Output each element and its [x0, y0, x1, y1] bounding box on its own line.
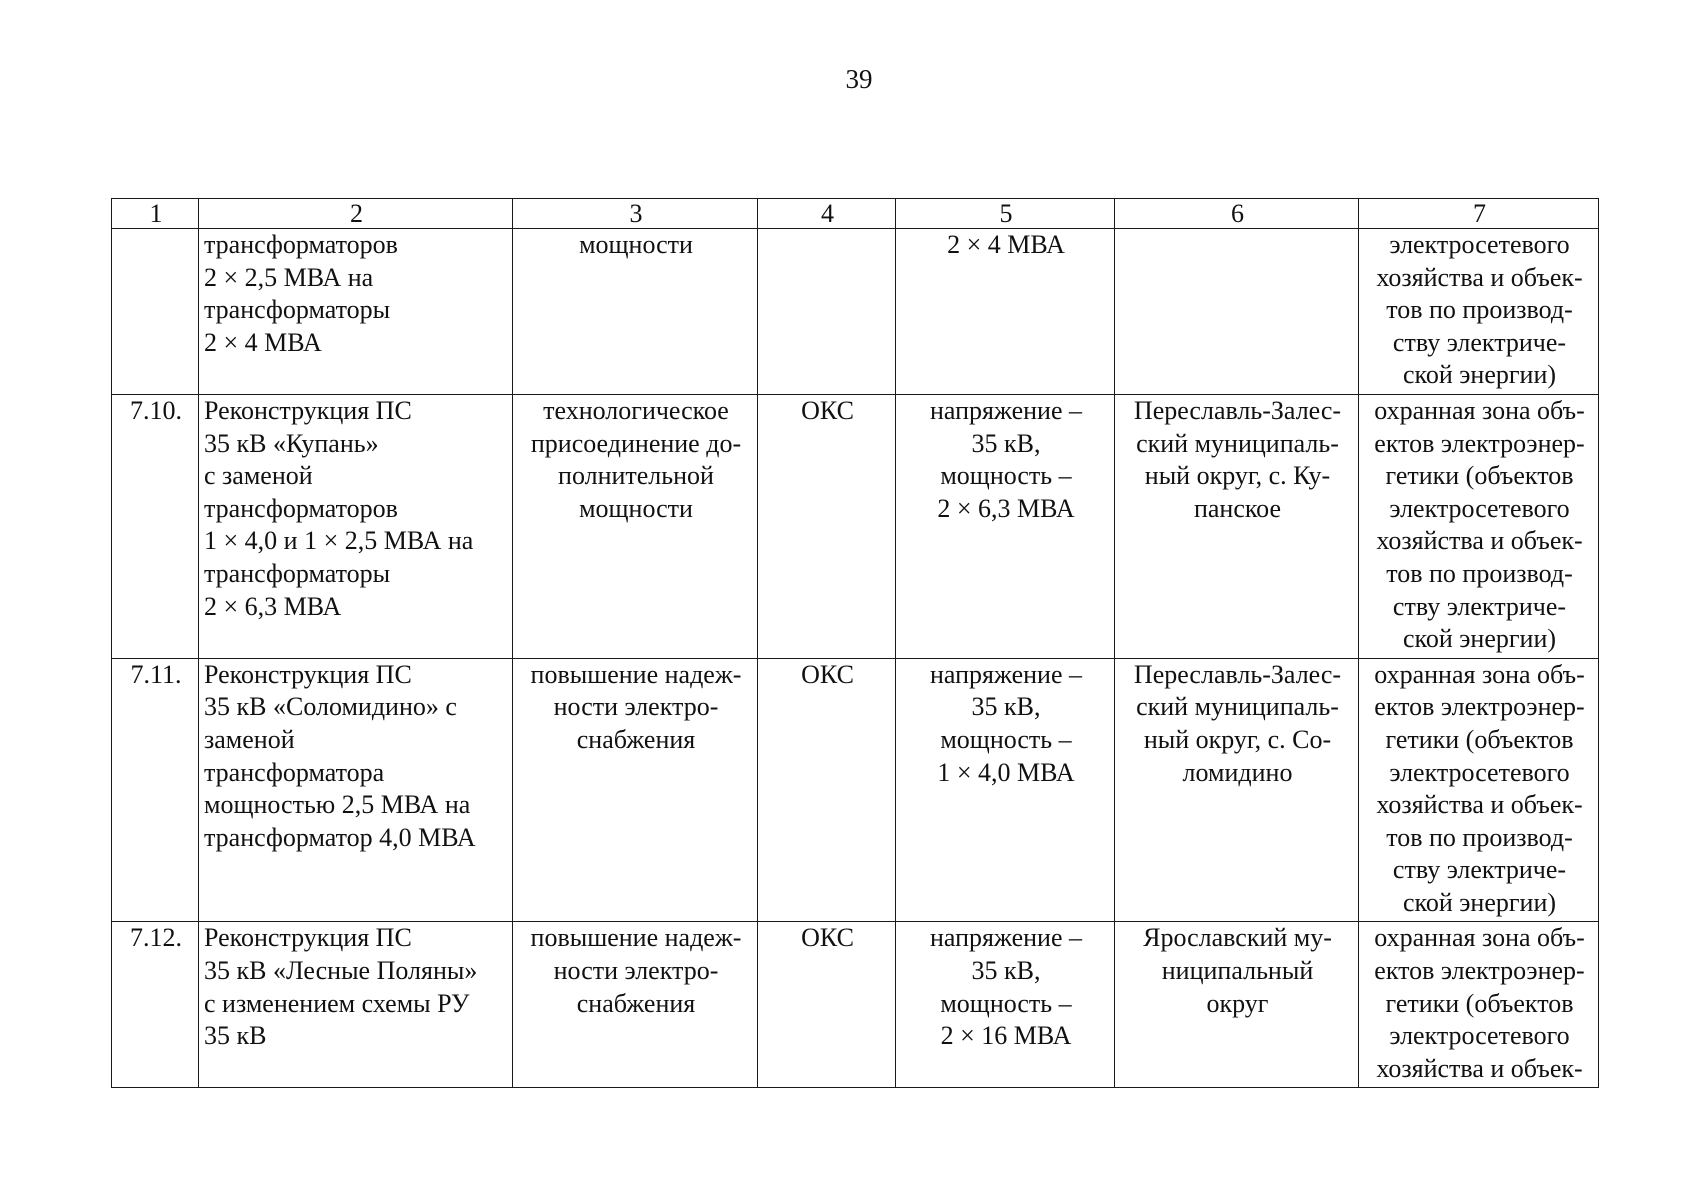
location-cell-line: Переславль-Залес- [1133, 659, 1342, 689]
parameters-cell-line: напряжение – [929, 659, 1082, 689]
zone-cell-line: ектов электроэнер- [1374, 692, 1585, 722]
zone-cell-line: ектов электроэнер- [1374, 428, 1585, 458]
object-name-cell-line: трансформаторов [204, 230, 398, 259]
location-cell-line: ный округ, с. Со- [1143, 724, 1332, 754]
parameters-cell [896, 658, 1115, 922]
zone-cell [1359, 229, 1599, 395]
object-name-cell-line: 35 кВ «Соломидино» с [204, 692, 457, 722]
object-name-cell-line: 2 × 2,5 МВА на [204, 262, 374, 292]
parameters-cell-line: напряжение – [929, 395, 1082, 425]
parameters-cell-line: 2 × 16 МВА [940, 1021, 1072, 1051]
parameters-cell-line: мощность – [940, 988, 1072, 1018]
object-name-cell [199, 229, 513, 395]
object-name-cell-line: Реконструкция ПС [204, 395, 412, 425]
table-row [112, 229, 1599, 395]
parameters-cell-line: 35 кВ, [971, 428, 1041, 458]
parameters-cell-line: 2 × 4 МВА [947, 230, 1065, 259]
zone-cell [1359, 922, 1599, 1088]
location-cell [1115, 229, 1359, 395]
object-name-cell-line: 2 × 4 МВА [204, 327, 322, 357]
parameters-cell-line: 2 × 6,3 МВА [937, 493, 1075, 523]
zone-cell-line: электросетевого [1389, 493, 1570, 523]
zone-cell-line: тов по производ- [1386, 295, 1573, 325]
parameters-cell-line: 35 кВ, [971, 692, 1041, 722]
zone-cell-line: электросетевого [1389, 1021, 1570, 1051]
zone-cell-line: ству электриче- [1392, 855, 1567, 885]
item-number-cell [112, 229, 199, 395]
purpose-cell-line: технологическое [543, 395, 729, 425]
purpose-cell [513, 658, 758, 922]
location-cell-line: ный округ, с. Ку- [1144, 461, 1331, 491]
object-name-cell [199, 658, 513, 922]
zone-cell [1359, 394, 1599, 658]
zone-cell-line: хозяйства и объек- [1376, 526, 1583, 556]
object-name-cell-line: 1 × 4,0 и 1 × 2,5 МВА на [204, 526, 474, 556]
purpose-cell [513, 922, 758, 1088]
table-header-row [112, 199, 1599, 229]
object-name-cell-line: трансформаторов [204, 493, 398, 523]
location-cell-line: ский муниципаль- [1136, 428, 1339, 458]
object-type-cell: ОКС [758, 922, 896, 1088]
object-type-cell: ОКС [758, 658, 896, 922]
object-name-cell-line: трансформаторы [204, 558, 391, 588]
purpose-cell-line: ности электро- [553, 692, 719, 722]
zone-cell-line: электросетевого [1389, 757, 1570, 787]
purpose-cell-line: повышение надеж- [530, 923, 742, 953]
location-cell-line: округ [1206, 988, 1269, 1018]
location-cell [1115, 658, 1359, 922]
document-table [111, 198, 1599, 1088]
header-cell-7: 7 [1359, 199, 1599, 229]
zone-cell-line: гетики (объектов [1385, 461, 1574, 491]
object-name-cell-line: 35 кВ «Лесные Поляны» [204, 956, 478, 986]
location-cell-line: ломидино [1182, 757, 1293, 787]
purpose-cell-line: повышение надеж- [530, 659, 742, 689]
item-number-cell: 7.10. [112, 394, 199, 658]
table-row [112, 658, 1599, 922]
purpose-cell-line: полнительной [558, 461, 714, 491]
parameters-cell [896, 394, 1115, 658]
header-cell-3: 3 [513, 199, 758, 229]
purpose-cell-line: мощности [579, 493, 693, 523]
zone-cell-line: ской энергии) [1402, 624, 1557, 654]
object-name-cell-line: 35 кВ «Купань» [204, 428, 379, 458]
location-cell [1115, 394, 1359, 658]
object-type-cell [758, 229, 896, 395]
object-name-cell-line: трансформатора [204, 757, 385, 787]
object-name-cell-line: заменой [204, 724, 295, 754]
parameters-cell-line: мощность – [940, 724, 1072, 754]
item-number-cell: 7.12. [112, 922, 199, 1088]
zone-cell-line: хозяйства и объек- [1376, 1053, 1583, 1083]
purpose-cell-line: мощности [579, 230, 693, 259]
parameters-cell-line: 1 × 4,0 МВА [937, 757, 1075, 787]
item-number-cell: 7.11. [112, 658, 199, 922]
purpose-cell-line: присоединение до- [530, 428, 742, 458]
zone-cell-line: тов по производ- [1386, 822, 1573, 852]
parameters-cell-line: мощность – [940, 461, 1072, 491]
purpose-cell [513, 394, 758, 658]
zone-cell-line: электросетевого [1389, 230, 1570, 259]
header-cell-6: 6 [1115, 199, 1359, 229]
zone-cell-line: охранная зона объ- [1374, 659, 1585, 689]
purpose-cell-line: снабжения [576, 724, 696, 754]
zone-cell-line: охранная зона объ- [1374, 923, 1585, 953]
zone-cell-line: охранная зона объ- [1374, 395, 1585, 425]
zone-cell-line: тов по производ- [1386, 558, 1573, 588]
zone-cell-line: ству электриче- [1392, 591, 1567, 621]
purpose-cell-line: снабжения [576, 988, 696, 1018]
zone-cell-line: ству электриче- [1392, 327, 1567, 357]
parameters-cell-line: напряжение – [929, 923, 1082, 953]
object-type-cell: ОКС [758, 394, 896, 658]
object-name-cell [199, 922, 513, 1088]
zone-cell-line: ской энергии) [1402, 360, 1557, 390]
purpose-cell [513, 229, 758, 395]
location-cell-line: ский муниципаль- [1136, 692, 1339, 722]
zone-cell-line: хозяйства и объек- [1376, 790, 1583, 820]
location-cell [1115, 922, 1359, 1088]
zone-cell [1359, 658, 1599, 922]
zone-cell-line: хозяйства и объек- [1376, 262, 1583, 292]
object-name-cell-line: Реконструкция ПС [204, 659, 412, 689]
object-name-cell [199, 394, 513, 658]
zone-cell-line: гетики (объектов [1385, 988, 1574, 1018]
object-name-cell-line: мощностью 2,5 МВА на [204, 790, 471, 820]
header-cell-5: 5 [896, 199, 1115, 229]
parameters-cell [896, 922, 1115, 1088]
table-row [112, 922, 1599, 1088]
zone-cell-line: гетики (объектов [1385, 724, 1574, 754]
header-cell-2: 2 [199, 199, 513, 229]
location-cell-line: панское [1193, 493, 1282, 523]
zone-cell-line: ектов электроэнер- [1374, 956, 1585, 986]
header-cell-4: 4 [758, 199, 896, 229]
parameters-cell-line: 35 кВ, [971, 956, 1041, 986]
purpose-cell-line: ности электро- [553, 956, 719, 986]
location-cell-line: Ярославский му- [1143, 923, 1332, 953]
object-name-cell-line: с заменой [204, 461, 313, 491]
object-name-cell-line: трансформатор 4,0 МВА [204, 822, 476, 852]
table-row [112, 394, 1599, 658]
object-name-cell-line: 2 × 6,3 МВА [204, 591, 342, 621]
object-name-cell-line: Реконструкция ПС [204, 923, 412, 953]
page-number: 39 [845, 64, 873, 94]
header-cell-1: 1 [112, 199, 199, 229]
parameters-cell [896, 229, 1115, 395]
object-name-cell-line: с изменением схемы РУ [204, 988, 470, 1018]
location-cell-line: Переславль-Залес- [1133, 395, 1342, 425]
zone-cell-line: ской энергии) [1402, 887, 1557, 917]
object-name-cell-line: 35 кВ [204, 1021, 267, 1051]
location-cell-line: ниципальный [1161, 956, 1314, 986]
object-name-cell-line: трансформаторы [204, 295, 391, 325]
